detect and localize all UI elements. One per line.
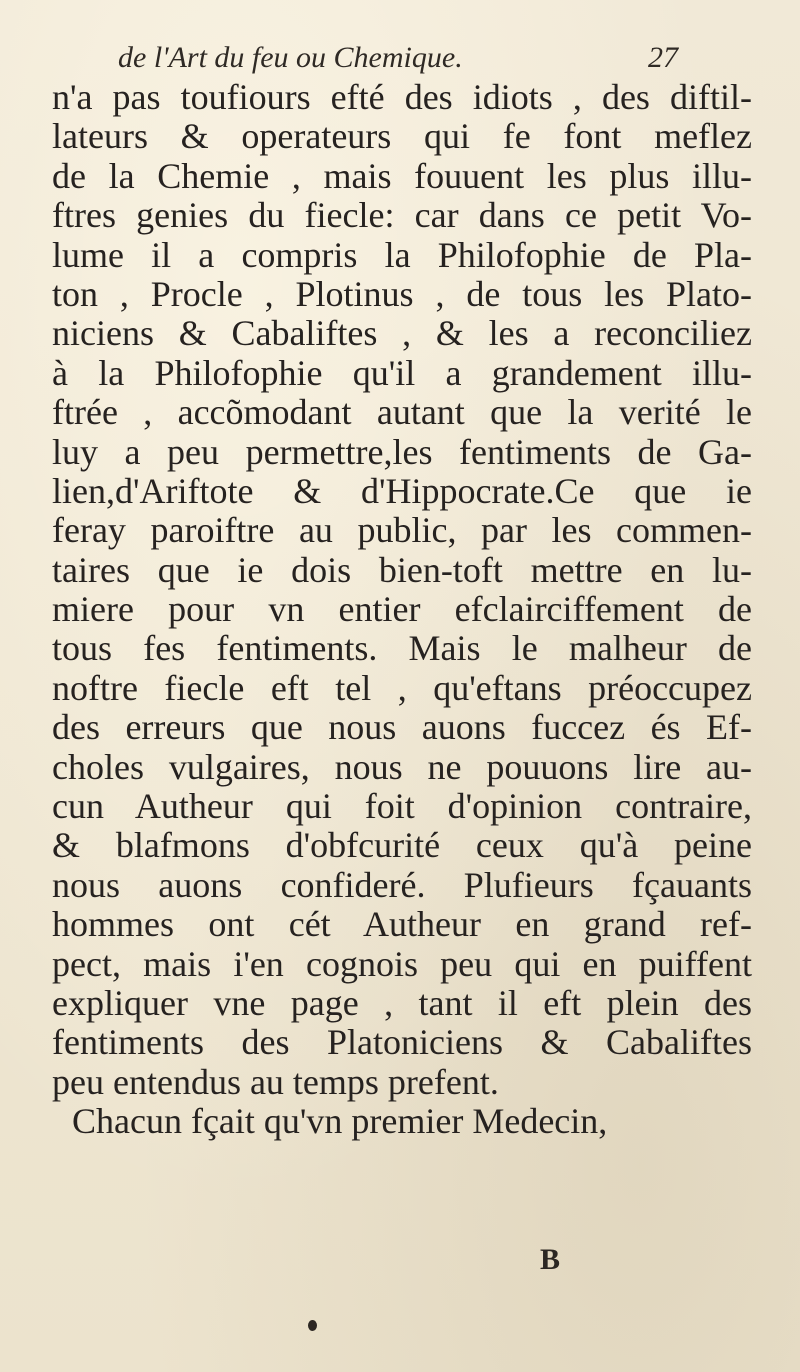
text-line: fentiments des Platoniciens & Cabaliftes — [52, 1022, 752, 1063]
text-line: n'a pas toufiours efté des idiots , des diftil- — [52, 77, 752, 117]
text-line: lateurs & operateurs qui fe font meflez — [52, 116, 752, 157]
text-line: des erreurs que nous auons fuccez és Ef- — [52, 707, 752, 748]
text-line: pect, mais i'en cognois peu qui en puiffent — [52, 943, 752, 984]
text-line: lien,d'Ariftote & d'Hippocrate.Ce que ie — [52, 470, 752, 511]
text-line: niciens & Cabaliftes , & les a reconciliez — [52, 313, 752, 354]
running-title: de l'Art du feu ou Chemique. — [118, 41, 463, 74]
text-line: lume il a compris la Philofophie de Pla- — [52, 234, 752, 275]
text-line: luy a peu permettre,les fentiments de Ga- — [52, 431, 752, 472]
text-line: & blafmons d'obfcurité ceux qu'à peine — [52, 825, 752, 866]
text-line: feray paroiftre au public, par les commen- — [52, 510, 752, 551]
text-line: ftres genies du fiecle: car dans ce petit Vo- — [52, 195, 752, 236]
text-line: tous fes fentiments. Mais le malheur de — [52, 628, 752, 669]
running-head — [118, 40, 678, 76]
text-line: de la Chemie , mais fouuent les plus illu- — [52, 155, 752, 196]
catchword-line: Chacun fçait qu'vn premier Medecin, — [72, 1101, 608, 1142]
text-line: ton , Procle , Plotinus , de tous les Plato- — [52, 273, 752, 314]
page-number: 27 — [648, 41, 678, 74]
text-line: nous auons confideré. Plufieurs fçauants — [52, 864, 752, 905]
signature-mark: B — [540, 1243, 561, 1276]
text-line: noftre fiecle eft tel , qu'eftans préoccupez — [52, 667, 752, 708]
text-line: cun Autheur qui foit d'opinion contraire, — [52, 786, 752, 827]
text-line: taires que ie dois bien-toft mettre en lu- — [52, 549, 752, 590]
text-line: expliquer vne page , tant il eft plein des — [52, 982, 752, 1023]
text-line: choles vulgaires, nous ne pouuons lire au- — [52, 746, 752, 787]
body-text — [52, 78, 752, 1142]
ink-dot — [308, 1320, 317, 1331]
text-line: hommes ont cét Autheur en grand ref- — [52, 904, 752, 945]
text-line: miere pour vn entier efclairciffement de — [52, 589, 752, 630]
text-line: à la Philofophie qu'il a grandement illu- — [52, 352, 752, 393]
text-line: ftrée , accõmodant autant que la verité le — [52, 392, 752, 433]
text-line: peu entendus au temps prefent. — [52, 1061, 499, 1102]
